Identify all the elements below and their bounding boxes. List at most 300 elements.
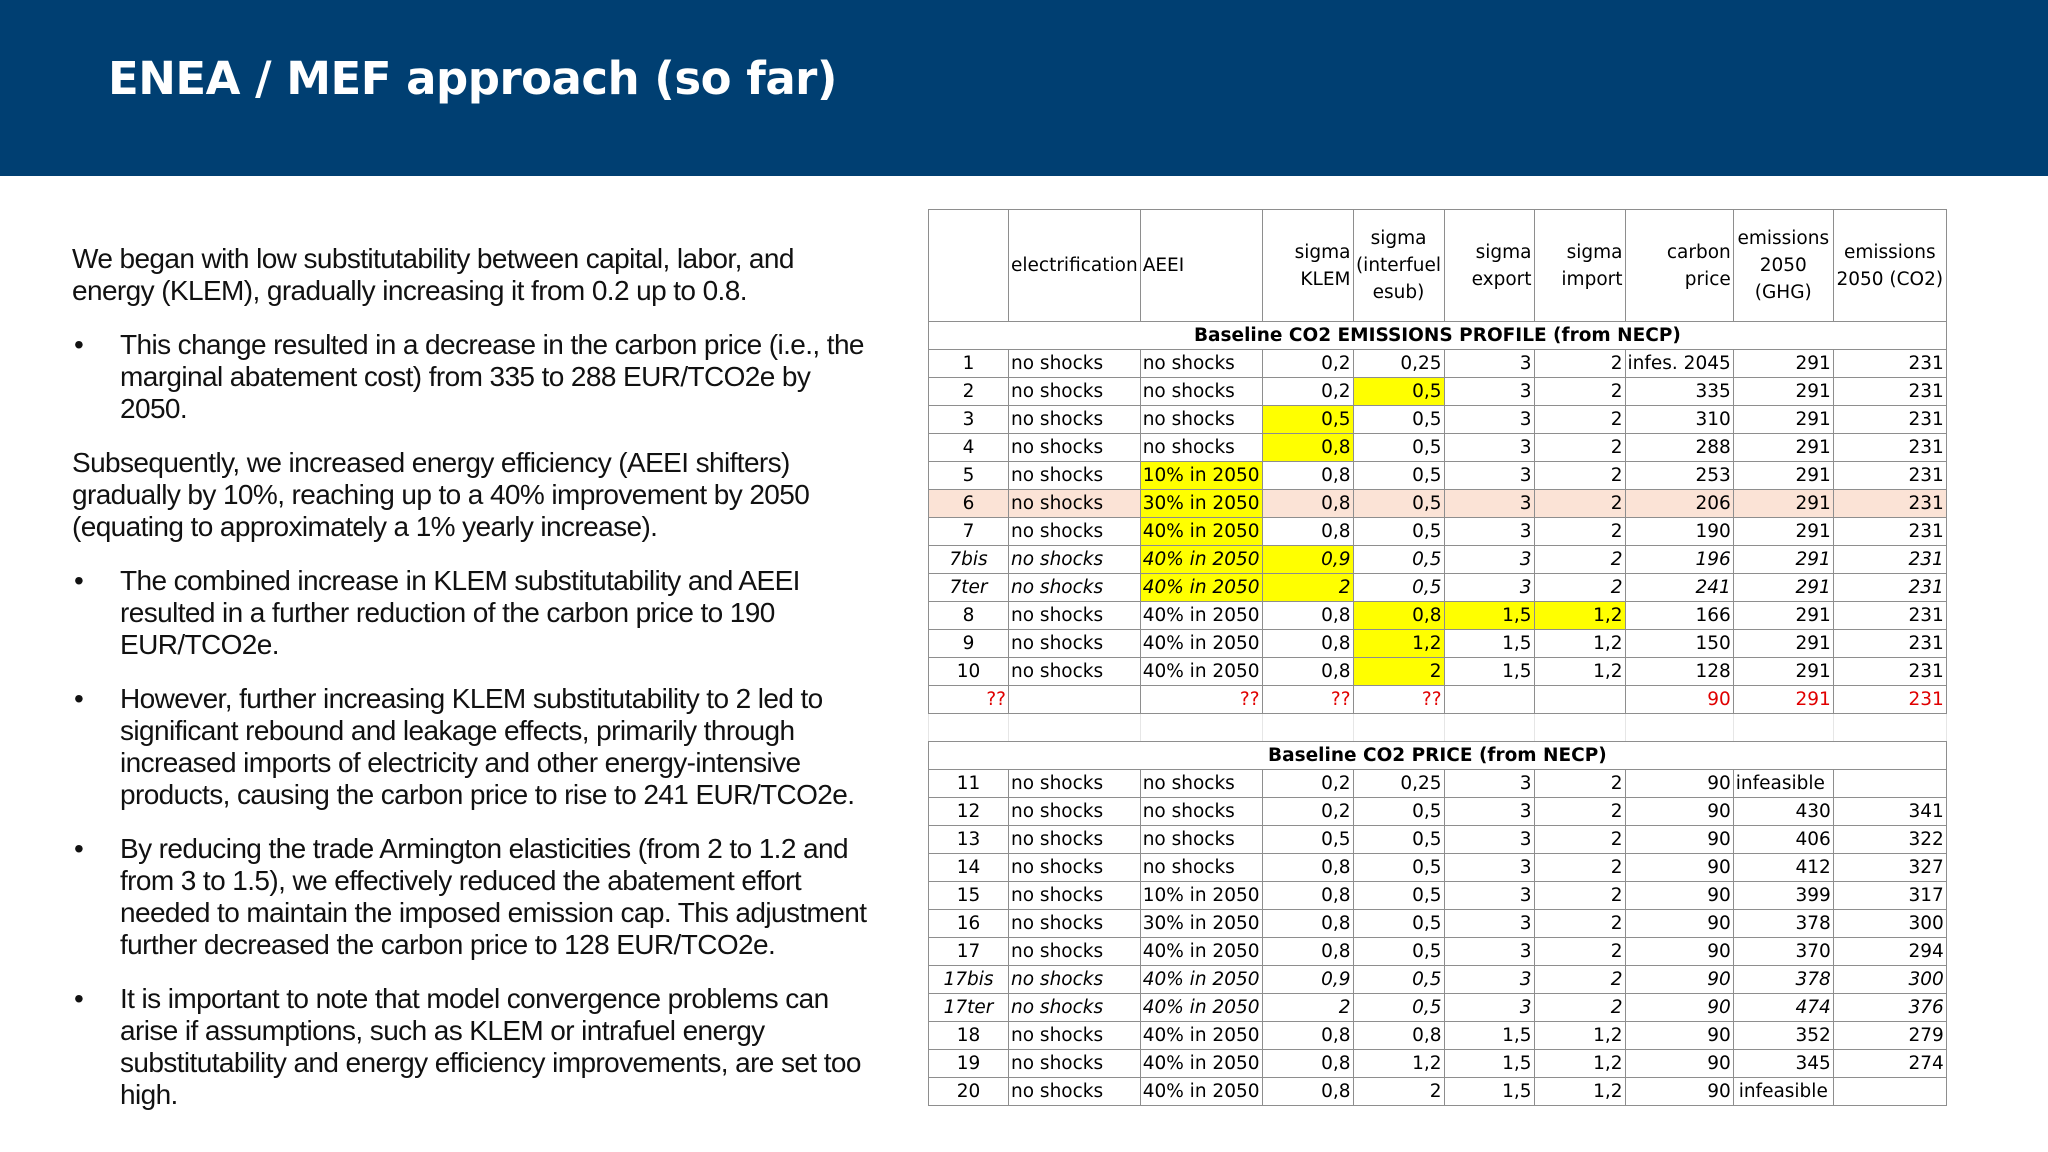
column-header	[1625, 210, 1733, 322]
title-bar	[0, 0, 2048, 176]
table-cell: 90	[1625, 770, 1733, 798]
table-cell: 150	[1625, 630, 1733, 658]
table-cell: 40% in 2050	[1140, 1022, 1262, 1050]
table-cell: 1,5	[1444, 1078, 1534, 1106]
table-row	[929, 1078, 1947, 1106]
column-header-line: esub)	[1372, 282, 1425, 303]
table-cell: 241	[1625, 574, 1733, 602]
table-cell: 3	[1444, 546, 1534, 574]
table-cell: no shocks	[1009, 938, 1141, 966]
column-header-line: KLEM	[1300, 268, 1351, 290]
table-cell: 3	[1444, 826, 1534, 854]
bullet-marker: •	[74, 329, 84, 360]
table-cell: 10	[929, 658, 1009, 686]
table-cell	[1534, 686, 1625, 714]
table-cell: 291	[1733, 378, 1833, 406]
table-row	[929, 602, 1947, 630]
column-header-line: 2050	[1759, 255, 1807, 276]
column-header-line: emissions	[1843, 241, 1936, 263]
table-cell: 0,25	[1353, 770, 1444, 798]
bullet-marker: •	[74, 833, 84, 864]
table-cell: no shocks	[1009, 462, 1141, 490]
section-title: Baseline CO2 EMISSIONS PROFILE (from NECP)	[929, 322, 1947, 350]
table-cell: 2	[929, 378, 1009, 406]
table-cell: ??	[1140, 686, 1262, 714]
table-cell: 231	[1833, 574, 1946, 602]
table-cell: 0,8	[1353, 602, 1444, 630]
table-cell: 3	[1444, 910, 1534, 938]
table-cell: 3	[1444, 462, 1534, 490]
column-header-line: (GHG)	[1754, 282, 1812, 303]
table-cell: 341	[1833, 798, 1946, 826]
table-cell: 231	[1833, 602, 1946, 630]
column-header-line: sigma	[1294, 241, 1351, 263]
table-cell: 231	[1833, 490, 1946, 518]
table-cell	[1833, 770, 1946, 798]
table-cell: no shocks	[1009, 882, 1141, 910]
table-cell: 3	[1444, 798, 1534, 826]
table-cell: 0,5	[1353, 406, 1444, 434]
table-cell: 0,5	[1353, 490, 1444, 518]
table-row	[929, 910, 1947, 938]
table-cell: 40% in 2050	[1140, 1050, 1262, 1078]
table-row	[929, 350, 1947, 378]
table-cell: 291	[1733, 658, 1833, 686]
table-cell: no shocks	[1009, 602, 1141, 630]
table-cell	[1009, 686, 1141, 714]
table-cell: 2	[1534, 490, 1625, 518]
table-row	[929, 434, 1947, 462]
column-header-line: import	[1561, 268, 1623, 290]
table-row	[929, 938, 1947, 966]
table-cell: 291	[1733, 602, 1833, 630]
table-cell: infeasible	[1733, 1078, 1833, 1106]
table-cell: 17ter	[929, 994, 1009, 1022]
table-cell: 4	[929, 434, 1009, 462]
table-row	[929, 798, 1947, 826]
column-header	[1353, 210, 1444, 322]
table-cell: 90	[1625, 854, 1733, 882]
table-cell: 0,5	[1353, 966, 1444, 994]
table-cell: 90	[1625, 994, 1733, 1022]
table-cell: 231	[1833, 546, 1946, 574]
table-cell: no shocks	[1009, 490, 1141, 518]
column-header-line: electrification	[1011, 255, 1138, 276]
bullet-item: • The combined increase in KLEM substitutability and AEEI resulted in a further reduction of the carbon price to 190 EUR/TCO2e.	[74, 565, 800, 660]
table-cell: 1,2	[1534, 630, 1625, 658]
section-header-row	[929, 742, 1947, 770]
table-cell: 378	[1733, 910, 1833, 938]
table-cell: 0,5	[1353, 462, 1444, 490]
table-cell: 412	[1733, 854, 1833, 882]
table-cell: 30% in 2050	[1140, 910, 1262, 938]
table-cell: infeasible	[1733, 770, 1833, 798]
column-header	[1009, 210, 1141, 322]
table-cell: no shocks	[1009, 518, 1141, 546]
table-cell: 19	[929, 1050, 1009, 1078]
table-cell: 2	[1534, 882, 1625, 910]
table-cell: 9	[929, 630, 1009, 658]
table-cell: 90	[1625, 826, 1733, 854]
table-cell: 2	[1534, 462, 1625, 490]
table-cell: 17bis	[929, 966, 1009, 994]
table-cell: 17	[929, 938, 1009, 966]
table-cell: 3	[1444, 518, 1534, 546]
table-cell: 2	[1534, 434, 1625, 462]
table-cell: 3	[1444, 406, 1534, 434]
table-cell: 231	[1833, 630, 1946, 658]
table-cell: 352	[1733, 1022, 1833, 1050]
table-cell: no shocks	[1009, 434, 1141, 462]
table-cell: 1,2	[1534, 658, 1625, 686]
table-cell: 2	[1534, 350, 1625, 378]
table-cell: 196	[1625, 546, 1733, 574]
table-cell: 0,2	[1262, 378, 1353, 406]
table-row	[929, 490, 1947, 518]
table-cell: 231	[1833, 434, 1946, 462]
table-cell: 2	[1534, 574, 1625, 602]
table-cell: 1,2	[1534, 1078, 1625, 1106]
table-cell: 7bis	[929, 546, 1009, 574]
table-cell: 291	[1733, 518, 1833, 546]
table-cell: 3	[1444, 966, 1534, 994]
table-row	[929, 854, 1947, 882]
table-cell: 3	[1444, 490, 1534, 518]
table-cell: no shocks	[1140, 770, 1262, 798]
table-cell: 231	[1833, 462, 1946, 490]
intro-paragraph-2: Subsequently, we increased energy efficiency (AEEI shifters) gradually by 10%, reaching up to a 40% improvement by 2050 (equating to approximately a 1% yearly increase).	[72, 447, 810, 542]
table-cell: 90	[1625, 686, 1733, 714]
table-cell: 0,8	[1262, 882, 1353, 910]
table-cell: 370	[1733, 938, 1833, 966]
column-header-line: 2050 (CO2)	[1836, 268, 1944, 290]
table-cell: 291	[1733, 686, 1833, 714]
table-cell: 3	[1444, 854, 1534, 882]
table-cell: 291	[1733, 350, 1833, 378]
table-cell: 40% in 2050	[1140, 602, 1262, 630]
table-cell: 0,2	[1262, 798, 1353, 826]
table-cell: 0,8	[1262, 518, 1353, 546]
table-cell: 2	[1353, 1078, 1444, 1106]
table-cell: 30% in 2050	[1140, 490, 1262, 518]
table-cell: 231	[1833, 658, 1946, 686]
table-cell: 2	[1534, 406, 1625, 434]
table-cell: 0,9	[1262, 546, 1353, 574]
bullet-marker: •	[74, 983, 84, 1014]
bullet-item: • By reducing the trade Armington elasticities (from 2 to 1.2 and from 3 to 1.5), we effectively reduced the abatement effort needed to maintain the imposed emission cap. This adjustment further decreased the carbon price to 128 EUR/TCO2e.	[74, 833, 867, 960]
table-cell: 291	[1733, 546, 1833, 574]
table-cell: 2	[1534, 798, 1625, 826]
table-cell: no shocks	[1009, 546, 1141, 574]
table-cell: 40% in 2050	[1140, 630, 1262, 658]
table-cell: 0,5	[1353, 994, 1444, 1022]
table-cell: 310	[1625, 406, 1733, 434]
table-cell: 0,8	[1262, 602, 1353, 630]
section-title: Baseline CO2 PRICE (from NECP)	[929, 742, 1947, 770]
table-cell: ??	[929, 686, 1009, 714]
table-cell: 291	[1733, 462, 1833, 490]
table-cell: 1,5	[1444, 1050, 1534, 1078]
table-cell: infes. 2045	[1625, 350, 1733, 378]
table-cell: 0,5	[1353, 518, 1444, 546]
table-cell: 288	[1625, 434, 1733, 462]
table-cell: 279	[1833, 1022, 1946, 1050]
table-cell: 40% in 2050	[1140, 574, 1262, 602]
table-cell: 3	[1444, 434, 1534, 462]
table-cell: 406	[1733, 826, 1833, 854]
table-cell: 3	[1444, 770, 1534, 798]
table-cell: 2	[1353, 658, 1444, 686]
column-header	[929, 210, 1009, 322]
table-cell: 2	[1534, 994, 1625, 1022]
table-cell: 0,5	[1262, 406, 1353, 434]
table-cell: 231	[1833, 378, 1946, 406]
table-cell: 0,8	[1262, 1050, 1353, 1078]
table-cell: 90	[1625, 910, 1733, 938]
spacer-cell	[1833, 714, 1946, 742]
spacer-cell	[1444, 714, 1534, 742]
table-cell: 40% in 2050	[1140, 1078, 1262, 1106]
table-cell: 2	[1262, 994, 1353, 1022]
table-cell: 0,8	[1262, 630, 1353, 658]
table-cell: 0,8	[1262, 938, 1353, 966]
table-cell: no shocks	[1009, 1078, 1141, 1106]
table-cell: 0,8	[1262, 434, 1353, 462]
table-cell: 16	[929, 910, 1009, 938]
table-cell: 40% in 2050	[1140, 518, 1262, 546]
table-row	[929, 1050, 1947, 1078]
table-cell	[1833, 1078, 1946, 1106]
table-cell: no shocks	[1009, 350, 1141, 378]
table-cell: 3	[1444, 378, 1534, 406]
table-cell: 0,8	[1262, 490, 1353, 518]
table-cell: 2	[1534, 826, 1625, 854]
table-cell: 40% in 2050	[1140, 938, 1262, 966]
column-header	[1833, 210, 1946, 322]
table-row	[929, 462, 1947, 490]
table-cell: no shocks	[1140, 406, 1262, 434]
table-cell: 7	[929, 518, 1009, 546]
table-cell: no shocks	[1009, 798, 1141, 826]
table-cell: no shocks	[1140, 378, 1262, 406]
table-cell: 2	[1534, 854, 1625, 882]
table-cell: 0,5	[1353, 546, 1444, 574]
table-cell: 1,2	[1534, 602, 1625, 630]
table-cell: 0,8	[1262, 1078, 1353, 1106]
table-cell: no shocks	[1140, 434, 1262, 462]
table-cell: 2	[1534, 910, 1625, 938]
table-cell: 90	[1625, 938, 1733, 966]
table-row	[929, 574, 1947, 602]
table-cell: 0,8	[1262, 1022, 1353, 1050]
table-row	[929, 406, 1947, 434]
table-cell: 376	[1833, 994, 1946, 1022]
table-cell: ??	[1262, 686, 1353, 714]
table-cell: 291	[1733, 406, 1833, 434]
table-cell: 2	[1534, 378, 1625, 406]
table-cell: 90	[1625, 882, 1733, 910]
table-cell: 291	[1733, 434, 1833, 462]
table-cell: 474	[1733, 994, 1833, 1022]
spacer-cell	[1262, 714, 1353, 742]
table-cell: 231	[1833, 350, 1946, 378]
table-cell: 399	[1733, 882, 1833, 910]
table-cell: no shocks	[1009, 406, 1141, 434]
table-cell: 20	[929, 1078, 1009, 1106]
table-cell: no shocks	[1009, 910, 1141, 938]
column-header	[1262, 210, 1353, 322]
table-row	[929, 518, 1947, 546]
table-row	[929, 630, 1947, 658]
column-header	[1444, 210, 1534, 322]
table-cell: 0,8	[1262, 658, 1353, 686]
table-row	[929, 1022, 1947, 1050]
table-cell: 1	[929, 350, 1009, 378]
table-cell: 231	[1833, 686, 1946, 714]
table-cell: 12	[929, 798, 1009, 826]
table-cell: no shocks	[1009, 854, 1141, 882]
table-cell: 0,8	[1262, 854, 1353, 882]
table-cell: 0,25	[1353, 350, 1444, 378]
table-cell: 300	[1833, 966, 1946, 994]
table-row	[929, 658, 1947, 686]
column-header	[1534, 210, 1625, 322]
table-row	[929, 378, 1947, 406]
table-cell: 0,9	[1262, 966, 1353, 994]
table-cell: 291	[1733, 490, 1833, 518]
bullet-item: • This change resulted in a decrease in the carbon price (i.e., the marginal abatement cost) from 335 to 288 EUR/TCO2e by 2050.	[74, 329, 864, 424]
table-cell: 274	[1833, 1050, 1946, 1078]
table-cell: 2	[1262, 574, 1353, 602]
table-cell: 0,5	[1262, 826, 1353, 854]
column-header-line: AEEI	[1142, 255, 1185, 276]
table-row	[929, 686, 1947, 714]
table-cell: 291	[1733, 574, 1833, 602]
table-cell: ??	[1353, 686, 1444, 714]
column-header-line: export	[1471, 268, 1532, 290]
body-text	[72, 243, 872, 1133]
table-cell: 0,5	[1353, 854, 1444, 882]
spacer-cell	[1009, 714, 1141, 742]
table-cell: 231	[1833, 406, 1946, 434]
table-cell: 3	[1444, 938, 1534, 966]
table-cell: 90	[1625, 966, 1733, 994]
table-cell: 0,5	[1353, 378, 1444, 406]
table-cell: 294	[1833, 938, 1946, 966]
table-cell: 206	[1625, 490, 1733, 518]
table-cell: 40% in 2050	[1140, 966, 1262, 994]
bullet-marker: •	[74, 565, 84, 596]
table-row	[929, 966, 1947, 994]
table-cell: 3	[1444, 350, 1534, 378]
table-cell: 0,5	[1353, 882, 1444, 910]
table-cell: 2	[1534, 770, 1625, 798]
table-cell: 322	[1833, 826, 1946, 854]
column-header-line: emissions	[1737, 228, 1830, 249]
table-cell	[1444, 686, 1534, 714]
table-cell: 0,8	[1353, 1022, 1444, 1050]
table-cell: no shocks	[1009, 1050, 1141, 1078]
intro-paragraph-1: We began with low substitutability between capital, labor, and energy (KLEM), gradually increasing it from 0.2 up to 0.8.	[72, 243, 794, 306]
table-cell: 345	[1733, 1050, 1833, 1078]
table-cell: 15	[929, 882, 1009, 910]
spacer-cell	[929, 714, 1009, 742]
table-cell: 1,2	[1353, 630, 1444, 658]
table-cell: no shocks	[1140, 798, 1262, 826]
table-cell: 90	[1625, 1078, 1733, 1106]
table-cell: 0,8	[1262, 910, 1353, 938]
table-header-row	[929, 210, 1947, 322]
bullet-item: • However, further increasing KLEM substitutability to 2 led to significant rebound and leakage effects, primarily through increased imports of electricity and other energy-intensive products, causing the carbon price to rise to 241 EUR/TCO2e.	[74, 683, 855, 810]
table-cell: 335	[1625, 378, 1733, 406]
table-cell: 0,5	[1353, 434, 1444, 462]
table-cell: 18	[929, 1022, 1009, 1050]
table-cell: 291	[1733, 630, 1833, 658]
spacer-cell	[1353, 714, 1444, 742]
column-header-line: sigma	[1370, 228, 1427, 249]
table-cell: no shocks	[1009, 770, 1141, 798]
table-cell: 11	[929, 770, 1009, 798]
table-cell: 2	[1534, 938, 1625, 966]
table-cell: 40% in 2050	[1140, 546, 1262, 574]
table-cell: 0,5	[1353, 574, 1444, 602]
table-cell: 300	[1833, 910, 1946, 938]
column-header-line: (interfuel	[1355, 255, 1442, 276]
table-cell: 1,5	[1444, 602, 1534, 630]
table-cell: 3	[1444, 574, 1534, 602]
scenario-table	[928, 209, 1947, 1106]
table-cell: 190	[1625, 518, 1733, 546]
column-header-line: sigma	[1475, 241, 1532, 263]
spacer-cell	[1140, 714, 1262, 742]
table-cell: 430	[1733, 798, 1833, 826]
table-cell: no shocks	[1009, 658, 1141, 686]
table-cell: 90	[1625, 1050, 1733, 1078]
table-cell: 0,5	[1353, 798, 1444, 826]
table-cell: no shocks	[1009, 378, 1141, 406]
bullet-list-1	[72, 329, 872, 425]
table-cell: 253	[1625, 462, 1733, 490]
table-cell: 128	[1625, 658, 1733, 686]
table-cell: 3	[929, 406, 1009, 434]
column-header-line: price	[1684, 268, 1731, 290]
column-header	[1733, 210, 1833, 322]
table-cell: 10% in 2050	[1140, 882, 1262, 910]
section-header-row	[929, 322, 1947, 350]
table-cell: 0,8	[1262, 462, 1353, 490]
table-cell: 7ter	[929, 574, 1009, 602]
table-cell: 166	[1625, 602, 1733, 630]
table-cell: 231	[1833, 518, 1946, 546]
table-cell: 0,2	[1262, 350, 1353, 378]
table-cell: 1,5	[1444, 1022, 1534, 1050]
table-cell: no shocks	[1140, 854, 1262, 882]
table-cell: 5	[929, 462, 1009, 490]
table-row	[929, 882, 1947, 910]
table-row	[929, 826, 1947, 854]
table-cell: 40% in 2050	[1140, 994, 1262, 1022]
table-row	[929, 770, 1947, 798]
table-cell: no shocks	[1009, 1022, 1141, 1050]
table-row	[929, 546, 1947, 574]
column-header	[1140, 210, 1262, 322]
bullet-list-2	[72, 565, 872, 1111]
spacer-cell	[1625, 714, 1733, 742]
table-cell: 90	[1625, 798, 1733, 826]
table-cell: 1,2	[1534, 1022, 1625, 1050]
table-cell: 0,5	[1353, 938, 1444, 966]
spacer-row	[929, 714, 1947, 742]
